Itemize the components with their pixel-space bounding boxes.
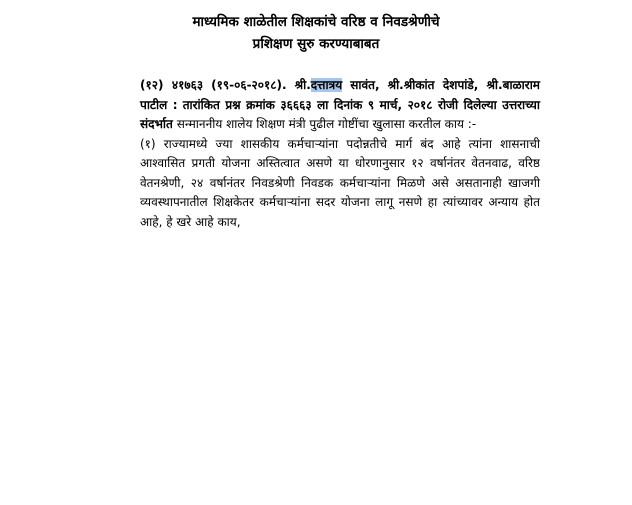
document-body — [140, 76, 540, 232]
question-paragraph — [140, 76, 540, 135]
member-1-surname: सावंत, — [350, 78, 380, 92]
member-3: श्री.बाळाराम पाटील : — [140, 78, 540, 112]
document-title-line-2: प्रशिक्षण सुरु करण्याबाबत — [252, 36, 380, 52]
minister-reference: सन्माननीय शालेय शिक्षण मंत्री — [176, 117, 306, 131]
selected-text-highlight[interactable]: दत्तात्रय — [310, 78, 343, 92]
member-2: श्री.श्रीकांत देशपांडे, — [387, 78, 479, 92]
question-number: (१२) ४१७६३ — [140, 78, 204, 92]
question-date: (१९-०६-२०१८). — [211, 78, 287, 92]
question-closing: पुढील गोष्टींचा खुलासा करतील काय :- — [309, 117, 477, 131]
document-title-line-1: माध्यमिक शाळेतील शिक्षकांचे वरिष्ठ व निवडश्रेणीचे — [192, 14, 440, 30]
question-intro-text: तारांकित प्रश्न क्रमांक ३६६६३ ला दिनांक ९ मार्च, २०१८ रोजी दिलेल्या उत्तराच्या संदर्भात — [140, 97, 540, 131]
sub-question-1: (१) राज्यामध्ये ज्या शासकीय कर्मचाऱ्यांना पदोन्नतीचे मार्ग बंद आहे त्यांना शासनाची आश्वासित प्रगती योजना अस्तित्वात असणे या धोरणानुसार १२ वर्षानंतर वेतनवाढ, वरिष्ठ वेतनश्रेणी, २४ वर्षानंतर निवडश्रेणी निवडक कर्मचाऱ्यांना मिळणे असे असतानाही खाजगी व्यवस्थापनातील शिक्षकेतर कर्मचाऱ्यांना सदर योजना लागू नसणे हा त्यांच्यावर अन्याय होत आहे, हे खरे आहे काय, — [140, 136, 540, 229]
member-1-prefix: श्री. — [294, 78, 311, 92]
